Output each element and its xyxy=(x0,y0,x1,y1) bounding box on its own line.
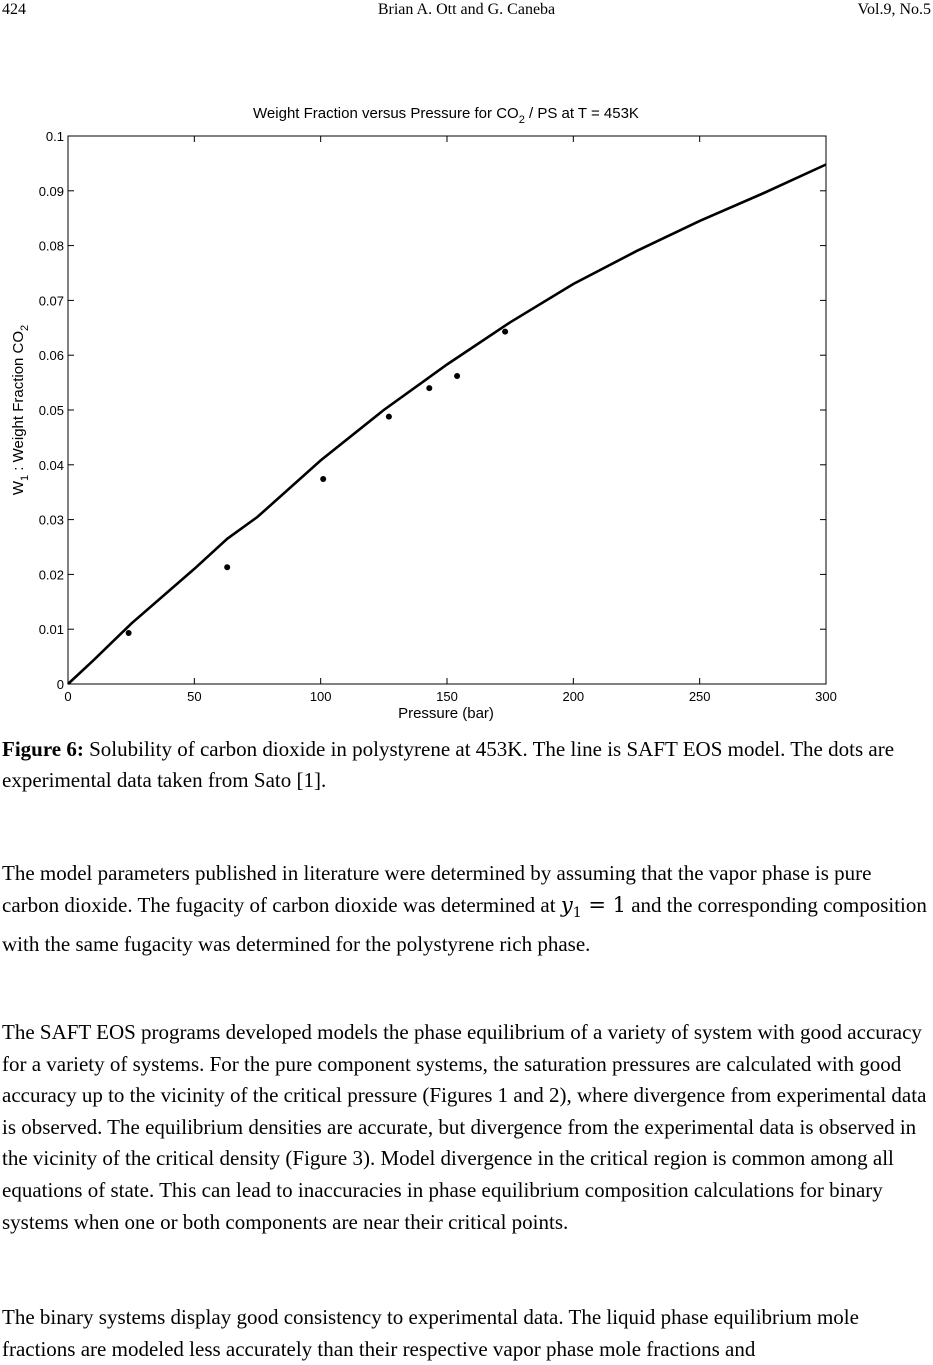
y-tick-label: 0.01 xyxy=(38,622,64,638)
y-tick-label: 0.04 xyxy=(38,457,64,473)
y-tick-label: 0.09 xyxy=(38,183,64,199)
solubility-chart xyxy=(0,96,933,726)
data-point xyxy=(426,385,432,391)
data-point xyxy=(224,564,230,570)
x-tick-labels xyxy=(64,689,836,704)
chart-title: Weight Fraction versus Pressure for $CO_2$ / PS at T = 453K xyxy=(253,105,639,126)
y-tick-label: 0.1 xyxy=(45,129,64,144)
figure-caption xyxy=(2,734,932,796)
figure-label: Figure 6: xyxy=(2,737,84,761)
data-point xyxy=(502,329,508,335)
paragraph-saft-accuracy: The SAFT EOS programs developed models the phase equilibrium of a variety of system with good accuracy for a variety of systems. For the pure component systems, the saturation pressures are calculated with good accuracy up to the vicinity of the critical pressure (Figures 1 and 2), where divergence from experimental data is observed. The equilibrium densities are accurate, but divergence from the experimental data is observed in the vicinity of the critical density (Figure 3). Model divergence in the critical region is common among all equations of state. This can lead to inaccuracies in phase equilibrium composition calculations for binary systems when one or both components are near their critical points. xyxy=(2,1020,927,1234)
y-tick-label: 0.07 xyxy=(38,293,64,309)
y-tick-label: 0.08 xyxy=(38,238,64,254)
y-tick-label: 0.03 xyxy=(38,512,64,528)
y-tick-label: 0.05 xyxy=(38,403,64,418)
x-tick-label: 150 xyxy=(436,689,458,704)
math-y1: $y_1 = 1$ xyxy=(560,892,626,921)
saft-model-line xyxy=(68,165,826,685)
axis-ticks xyxy=(68,136,826,684)
x-tick-label: 0 xyxy=(64,689,72,704)
volume-info: Vol.9, No.5 xyxy=(857,1,931,18)
experimental-points xyxy=(126,329,508,636)
caption-text: Solubility of carbon dioxide in polystyrene at 453K. The line is SAFT EOS model. The dots are experimental data taken from Sato [1]. xyxy=(2,737,895,792)
x-tick-label: 50 xyxy=(187,689,202,704)
x-tick-label: 100 xyxy=(309,689,332,704)
data-point xyxy=(126,630,132,636)
running-authors: Brian A. Ott and G. Caneba xyxy=(377,1,556,18)
x-tick-label: 300 xyxy=(815,689,837,704)
y-tick-label: 0.02 xyxy=(38,567,64,583)
x-tick-label: 200 xyxy=(562,689,585,704)
plot-frame xyxy=(68,136,826,684)
data-point xyxy=(454,373,460,379)
p1-text-start: The model parameters published in literature were determined by assuming that the vapor phase is pure carbon dioxide. The fugacity of carbon dioxide was determined at xyxy=(2,861,872,917)
y-tick-label: 0.06 xyxy=(38,348,64,364)
page-number: 424 xyxy=(2,1,26,18)
p1-text-end: and the corresponding composition with the same fugacity was determined for the polystyrene rich phase. xyxy=(2,892,927,957)
x-tick-label: 250 xyxy=(688,689,711,704)
y-tick-label: 0 xyxy=(56,677,64,692)
y-tick-labels xyxy=(39,129,64,692)
data-point xyxy=(320,476,326,482)
y-axis-label: $W_1$ : Weight Fraction $CO_2$ xyxy=(10,324,31,496)
paragraph-binary-systems: The binary systems display good consistency to experimental data. The liquid phase equilibrium mole fractions are modeled less accurately than their respective vapor phase mole fractions and xyxy=(2,1305,859,1361)
page-header xyxy=(0,0,933,24)
paragraph-model-parameters xyxy=(2,858,933,961)
data-point xyxy=(386,414,392,420)
x-axis-label: Pressure (bar) xyxy=(398,705,494,722)
